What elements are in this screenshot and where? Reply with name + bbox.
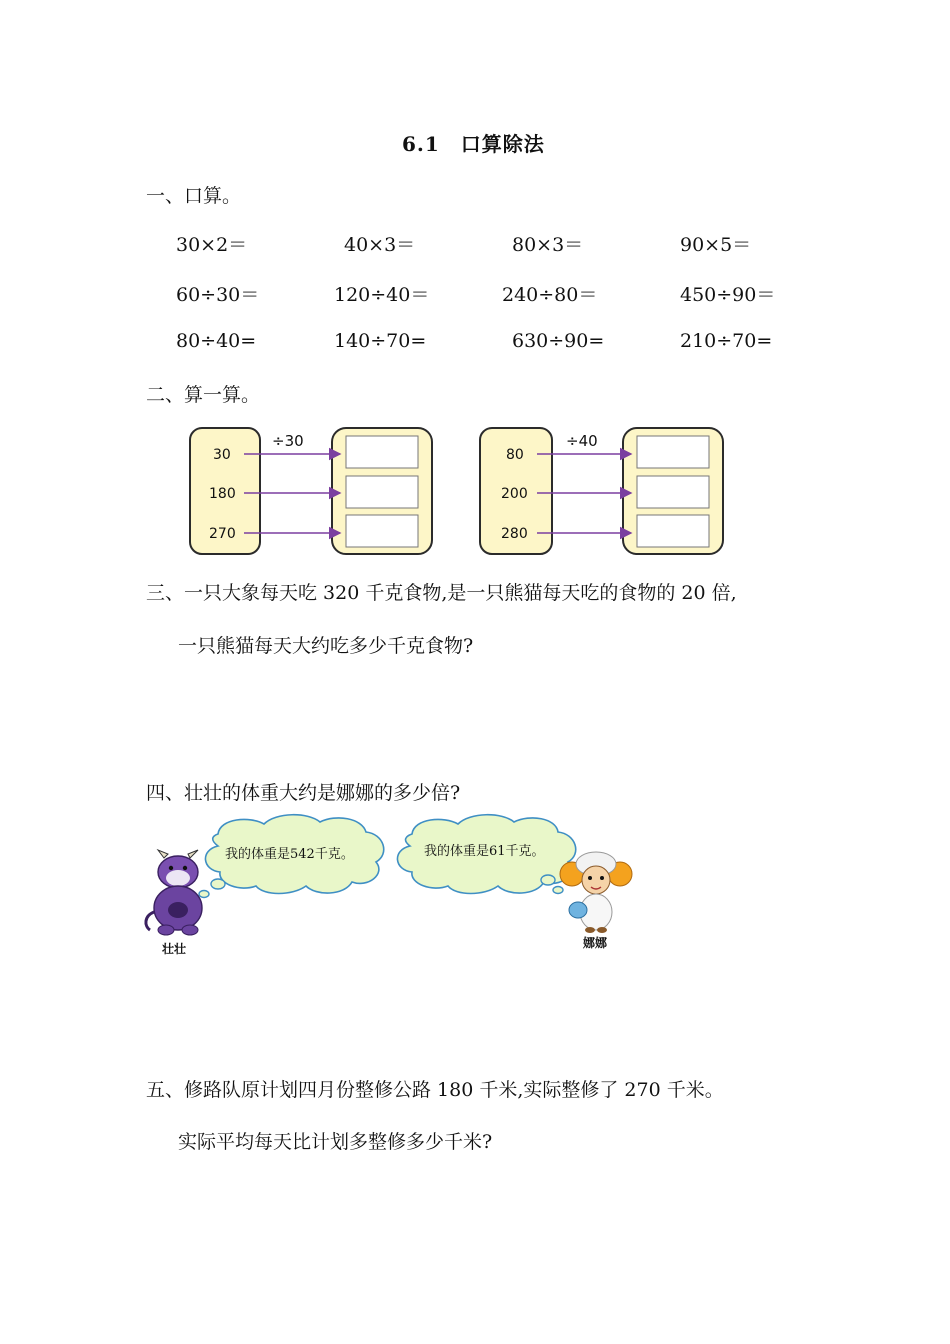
input-value: 30 [213,447,231,463]
section-3-line1: 三、一只大象每天吃 320 千克食物,是一只熊猫每天吃的食物的 20 倍, [146,582,737,604]
calc-item: 210÷70= [680,330,773,352]
bubble-text-2: 我的体重是61千克。 [424,844,545,859]
calc-item: 80÷40= [176,330,257,352]
bubble-text-1: 我的体重是542千克。 [225,847,354,862]
input-value: 180 [209,486,236,502]
section-3-line2: 一只熊猫每天大约吃多少千克食物? [178,635,474,657]
calc-item: 120÷40＝ [334,284,430,306]
input-value: 200 [501,486,528,502]
calc-item: 90×5＝ [680,234,752,256]
section-5-line1: 五、修路队原计划四月份整修公路 180 千米,实际整修了 270 千米。 [146,1079,724,1101]
section-5-line2: 实际平均每天比计划多整修多少千米? [178,1131,493,1153]
answer-cell [346,515,418,547]
answer-cell [637,476,709,508]
answer-cell [346,476,418,508]
calc-item: 450÷90＝ [680,284,776,306]
answer-cell [346,436,418,468]
calc-item: 40×3＝ [344,234,416,256]
section-1-heading: 一、口算。 [146,185,242,207]
input-value: 280 [501,526,528,542]
sheep-character-icon [560,852,632,933]
calc-item: 60÷30＝ [176,284,260,306]
calc-item: 80×3＝ [512,234,584,256]
calc-item: 630÷90= [512,330,605,352]
operation-label: ÷40 [566,432,598,450]
calc-item: 30×2＝ [176,234,248,256]
character-name-1: 壮壮 [162,942,187,956]
bubble-dot [541,875,555,885]
answer-cell [637,436,709,468]
bubble-dot [199,891,209,898]
answer-cell [637,515,709,547]
input-value: 80 [506,447,524,463]
character-name-2: 娜娜 [583,936,608,950]
bubble-dot [211,879,225,889]
input-value: 270 [209,526,236,542]
section-2-heading: 二、算一算。 [146,384,261,406]
weight-illustration [140,812,660,962]
calc-item: 240÷80＝ [502,284,598,306]
calc-item: 140÷70= [334,330,427,352]
page-title: 6.1 口算除法 [402,132,545,156]
operation-label: ÷30 [272,432,304,450]
bubble-dot [553,887,563,894]
ox-character-icon [146,850,202,935]
division-diagram [180,420,740,560]
section-4-heading: 四、壮壮的体重大约是娜娜的多少倍? [146,782,461,804]
